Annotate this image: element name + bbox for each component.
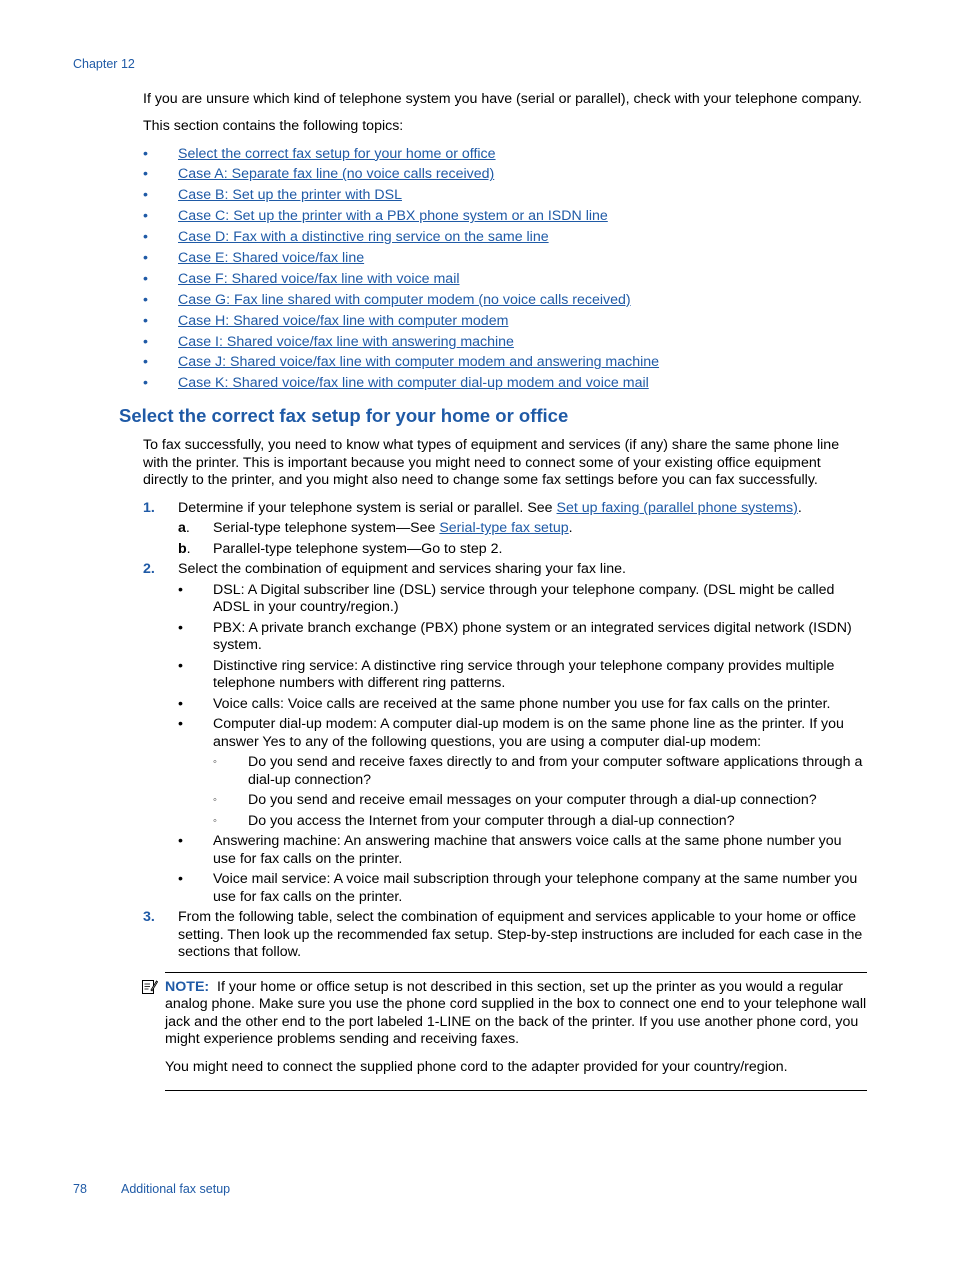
bullet-icon: • <box>178 619 183 636</box>
topic-link[interactable]: Case H: Shared voice/fax line with computer modem <box>178 312 509 329</box>
step-number: 1. <box>143 499 155 516</box>
list-item <box>143 206 868 227</box>
circle-bullet-icon: ◦ <box>213 756 217 769</box>
list-item <box>143 373 868 394</box>
step-3 <box>143 909 868 962</box>
bullet-icon: • <box>143 291 148 308</box>
list-item <box>143 269 868 290</box>
option-dialup-modem <box>178 716 868 830</box>
bullet-icon: • <box>178 871 183 888</box>
parallel-setup-link[interactable]: Set up faxing (parallel phone systems) <box>556 499 798 516</box>
step-text: Determine if your telephone system is serial or parallel. See <box>178 499 557 516</box>
section-intro: To fax successfully, you need to know what types of equipment and services (if any) share the same phone line with the printer. This is important because you might need to connect some of your existing office equipment directly to the printer, and you might also need to change some fax settings before you can fax successfully. <box>143 437 840 489</box>
question-text: Do you access the Internet from your computer through a dial-up connection? <box>248 812 735 829</box>
circle-bullet-icon: ◦ <box>213 794 217 807</box>
bullet-icon: • <box>143 166 148 183</box>
substep-b: b. Parallel-type telephone system—Go to step 2. <box>178 540 503 557</box>
option-text: Voice mail service: A voice mail subscription through your telephone company at the same number you use for fax calls on the printer. <box>213 871 858 905</box>
substep-text-end: . <box>568 520 573 537</box>
step-number: 2. <box>143 561 155 578</box>
page-number: 78 <box>73 1182 87 1196</box>
step-1 <box>143 500 868 559</box>
section-heading: Select the correct fax setup for your home or office <box>119 405 569 427</box>
note-text: If your home or office setup is not described in this section, set up the printer as you would a regular analog phone. Make sure you use the phone cord supplied in the box to connect one end to your telephone wall jack and the other end to the port labeled 1-LINE on the back of the printer. If you use another phone cord, you might experience problems sending and receiving faxes. <box>165 978 867 1048</box>
list-item <box>143 144 868 165</box>
bullet-icon: • <box>143 270 148 287</box>
option-text: Voice calls: Voice calls are received at the same phone number you use for fax calls on the printer. <box>213 695 831 712</box>
intro-paragraph: If you are unsure which kind of telephone system you have (serial or parallel), check with your telephone company. <box>143 91 862 107</box>
footer-title: Additional fax setup <box>121 1182 231 1196</box>
substep-text: Serial-type telephone system—See <box>213 520 440 537</box>
list-item <box>143 290 868 311</box>
step-2 <box>143 561 868 906</box>
option-pbx <box>178 620 868 655</box>
step-text: From the following table, select the combination of equipment and services applicable to your home or office setting. Then look up the recommended fax setup. Step-by-step instructions are included for each case in the sections that follow. <box>178 909 863 961</box>
serial-setup-link[interactable]: Serial-type fax setup <box>439 520 569 537</box>
topic-link[interactable]: Case F: Shared voice/fax line with voice mail <box>178 270 460 287</box>
topic-link[interactable]: Case C: Set up the printer with a PBX phone system or an ISDN line <box>178 208 608 225</box>
question-text: Do you send and receive email messages on your computer through a dial-up connection? <box>248 792 817 809</box>
bullet-icon: • <box>143 333 148 350</box>
topic-link[interactable]: Select the correct fax setup for your home or office <box>178 145 496 162</box>
topic-link[interactable]: Case I: Shared voice/fax line with answering machine <box>178 333 514 350</box>
option-answering-machine <box>178 833 868 868</box>
step-text: Select the combination of equipment and services sharing your fax line. <box>178 561 626 578</box>
bullet-icon: • <box>178 695 183 712</box>
option-text: Computer dial-up modem: A computer dial-up modem is on the same phone line as the printer. If you answer Yes to any of the following questions, you are using a computer dial-up modem: <box>213 716 844 750</box>
note-icon <box>141 978 158 995</box>
list-item <box>143 227 868 248</box>
bullet-icon: • <box>143 354 148 371</box>
note-text-2: You might need to connect the supplied phone cord to the adapter provided for your country/region. <box>165 1058 788 1075</box>
step-text-end: . <box>797 499 802 516</box>
topics-list <box>143 144 868 395</box>
chapter-header: Chapter 12 <box>73 57 135 71</box>
question-item <box>213 813 868 831</box>
substep-a: a. Serial-type telephone system—See Serial-type fax setup. <box>178 520 573 537</box>
list-item <box>143 352 868 373</box>
substep-label: b <box>178 540 187 557</box>
page-content <box>119 91 868 1091</box>
option-distinctive-ring <box>178 658 868 693</box>
topic-link[interactable]: Case E: Shared voice/fax line <box>178 249 365 266</box>
list-item <box>143 185 868 206</box>
question-text: Do you send and receive faxes directly to and from your computer software applications through a dial-up connection? <box>248 754 863 788</box>
list-item <box>143 332 868 353</box>
option-text: PBX: A private branch exchange (PBX) phone system or an integrated services digital network (ISDN) system. <box>213 619 852 654</box>
topics-intro: This section contains the following topics: <box>143 118 404 134</box>
note-box <box>165 972 867 1092</box>
bullet-icon: • <box>143 229 148 246</box>
step-number: 3. <box>143 909 155 926</box>
topic-link[interactable]: Case J: Shared voice/fax line with computer modem and answering machine <box>178 354 660 371</box>
bullet-icon: • <box>143 208 148 225</box>
bullet-icon: • <box>143 375 148 392</box>
substep-label: a <box>178 520 186 537</box>
substep-text: Parallel-type telephone system—Go to step 2. <box>213 540 503 557</box>
topic-link[interactable]: Case A: Separate fax line (no voice calls received) <box>178 166 495 183</box>
topic-link[interactable]: Case D: Fax with a distinctive ring service on the same line <box>178 229 549 246</box>
bullet-icon: • <box>178 833 183 850</box>
option-dsl <box>178 582 868 617</box>
list-item <box>143 311 868 332</box>
bullet-icon: • <box>143 145 148 162</box>
list-item <box>143 248 868 269</box>
question-item <box>213 754 868 789</box>
bullet-icon: • <box>178 716 183 733</box>
bullet-icon: • <box>143 312 148 329</box>
circle-bullet-icon: ◦ <box>213 814 217 827</box>
note-label: NOTE: <box>165 978 210 995</box>
option-text: Answering machine: An answering machine that answers voice calls at the same phone number you use for fax calls on the printer. <box>213 833 842 867</box>
bullet-icon: • <box>143 249 148 266</box>
topic-link[interactable]: Case K: Shared voice/fax line with computer dial-up modem and voice mail <box>178 375 649 392</box>
bullet-icon: • <box>178 657 183 674</box>
option-text: Distinctive ring service: A distinctive ring service through your telephone company provides multiple telephone numbers with different ring patterns. <box>213 657 835 692</box>
list-item <box>143 164 868 185</box>
topic-link[interactable]: Case B: Set up the printer with DSL <box>178 187 402 204</box>
bullet-icon: • <box>178 581 183 598</box>
option-voice-calls <box>178 696 868 714</box>
bullet-icon: • <box>143 187 148 204</box>
question-item <box>213 792 868 810</box>
topic-link[interactable]: Case G: Fax line shared with computer modem (no voice calls received) <box>178 291 631 308</box>
option-text: DSL: A Digital subscriber line (DSL) service through your telephone company. (DSL might be called ADSL in your country/region.) <box>213 581 835 616</box>
option-voice-mail <box>178 871 868 906</box>
